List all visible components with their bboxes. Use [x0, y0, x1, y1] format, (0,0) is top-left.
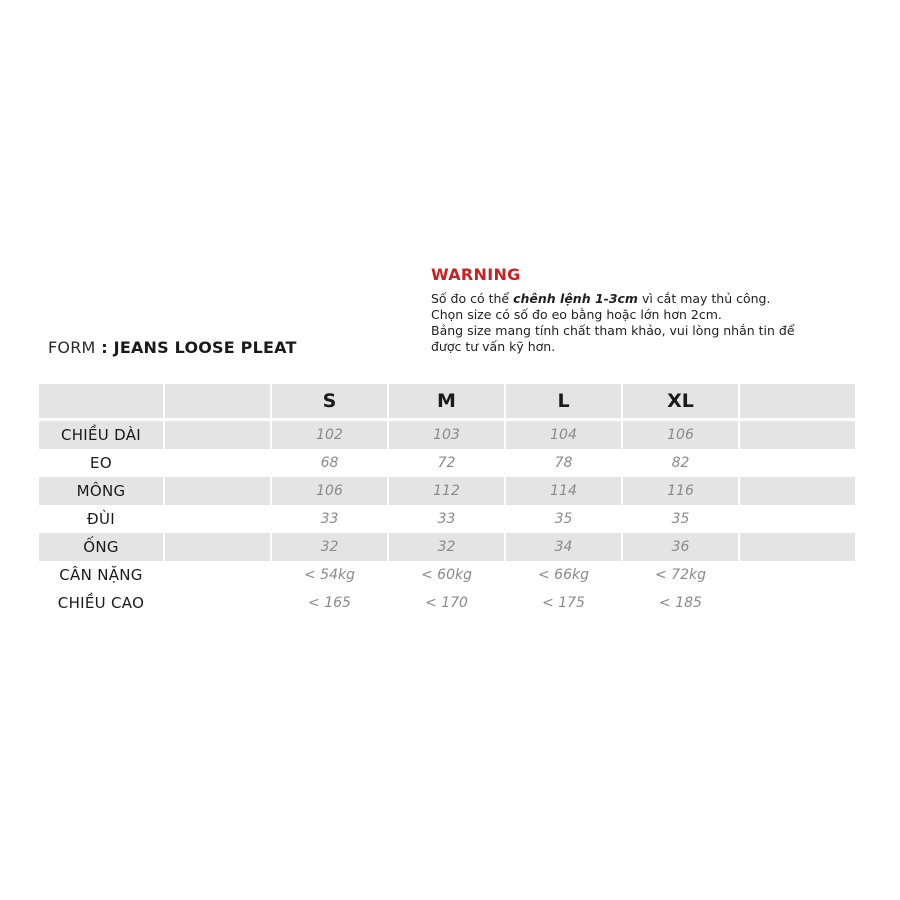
size-header-m: M [388, 384, 505, 418]
table-cell: < 185 [622, 589, 739, 617]
table-cell: 106 [271, 477, 388, 505]
table-row [39, 449, 855, 477]
size-header-s: S [271, 384, 388, 418]
row-label: CHIỀU DÀI [39, 421, 164, 449]
size-chart-table [39, 384, 855, 617]
row-label: CÂN NẶNG [59, 566, 143, 584]
table-cell: 35 [622, 505, 739, 533]
warning-line-3: Bảng size mang tính chất tham khảo, vui lòng nhắn tin để [431, 323, 795, 338]
header-empty-cell [164, 384, 271, 418]
size-header-l: L [505, 384, 622, 418]
table-cell: < 60kg [388, 561, 505, 589]
table-cell: 68 [271, 449, 388, 477]
table-cell: 112 [388, 477, 505, 505]
table-cell: 102 [271, 421, 388, 449]
table-row [39, 561, 855, 589]
form-title [48, 338, 297, 357]
table-row [39, 505, 855, 533]
table-cell: 82 [622, 449, 739, 477]
table-row [39, 533, 855, 561]
warning-line-1-end: vì cắt may thủ công. [637, 291, 771, 306]
row-label: CHIỀU CAO [57, 594, 145, 612]
row-label: ỐNG [39, 533, 164, 561]
row-label: EO [90, 454, 112, 472]
table-cell: 116 [622, 477, 739, 505]
table-cell: 35 [505, 505, 622, 533]
warning-line-1-start: Số đo có thể [431, 291, 514, 306]
form-prefix: FORM [48, 338, 96, 357]
form-name: JEANS LOOSE PLEAT [113, 338, 297, 357]
table-cell: < 66kg [505, 561, 622, 589]
table-cell: 106 [622, 421, 739, 449]
header-empty-cell [39, 384, 164, 418]
table-cell: 33 [271, 505, 388, 533]
table-cell: < 165 [271, 589, 388, 617]
row-label: ĐÙI [87, 510, 115, 528]
warning-line-1 [431, 291, 851, 307]
table-cell: 34 [505, 533, 622, 561]
table-row [39, 477, 855, 505]
row-label: MÔNG [39, 477, 164, 505]
size-header-row [39, 384, 855, 418]
form-separator: : [95, 338, 114, 357]
table-cell: < 170 [388, 589, 505, 617]
table-cell: 32 [271, 533, 388, 561]
warning-box [431, 265, 851, 355]
table-cell: 78 [505, 449, 622, 477]
table-row [39, 421, 855, 449]
table-cell: 114 [505, 477, 622, 505]
table-cell: 104 [505, 421, 622, 449]
table-row [39, 589, 855, 617]
size-header-xl: XL [622, 384, 739, 418]
table-cell: 72 [388, 449, 505, 477]
table-cell: 33 [388, 505, 505, 533]
warning-line-1-emphasis: chênh lệnh 1-3cm [513, 291, 638, 306]
table-cell: < 72kg [622, 561, 739, 589]
table-cell: < 54kg [271, 561, 388, 589]
header-empty-cell [739, 384, 855, 418]
table-cell: < 175 [505, 589, 622, 617]
warning-title: WARNING [431, 265, 521, 284]
table-cell: 32 [388, 533, 505, 561]
table-cell: 36 [622, 533, 739, 561]
table-cell: 103 [388, 421, 505, 449]
warning-line-4: được tư vấn kỹ hơn. [431, 339, 556, 354]
warning-line-2: Chọn size có số đo eo bằng hoặc lớn hơn 2cm. [431, 307, 722, 322]
